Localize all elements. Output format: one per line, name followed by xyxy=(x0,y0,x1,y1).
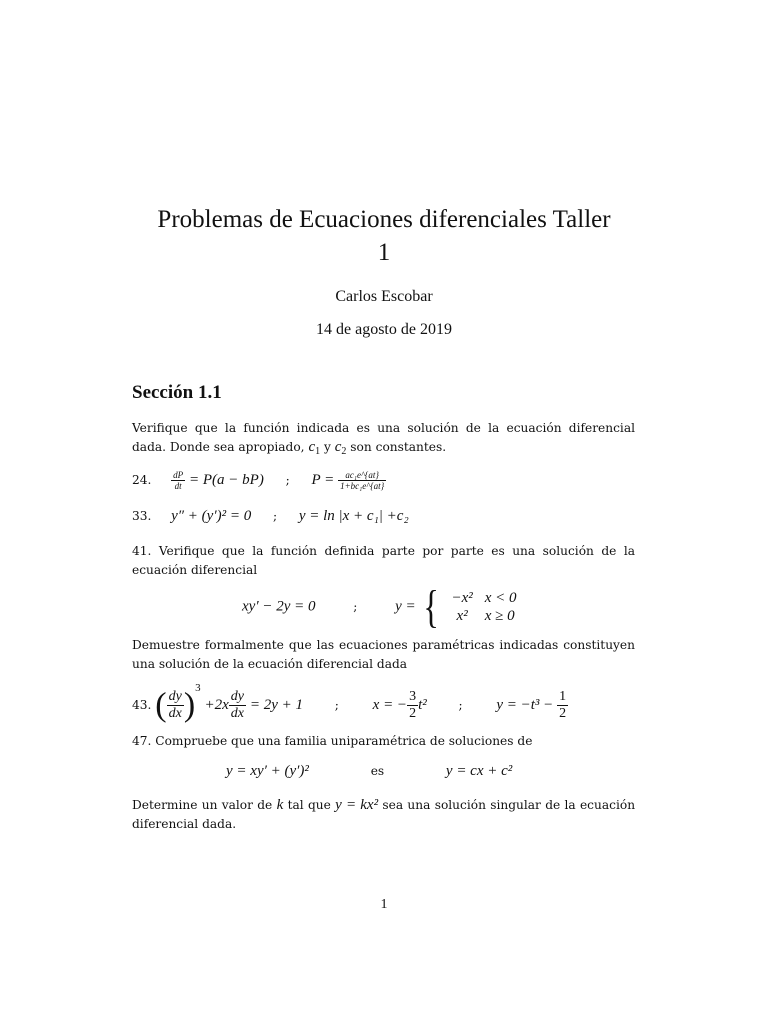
problem-41-ode: xy′ − 2y = 0 xyxy=(242,598,316,615)
problem-24-separator: ; xyxy=(285,473,290,487)
problem-33-separator: ; xyxy=(272,509,278,523)
problem-47-es: es xyxy=(370,764,385,778)
final-text-c: sea una solución singular de la ecuación diferencial dada. xyxy=(132,798,636,831)
intro-y: y xyxy=(323,440,331,454)
final-paragraph xyxy=(132,796,635,834)
title-line-2: 1 xyxy=(377,239,391,266)
intro-paragraph xyxy=(132,419,635,461)
three-halves-fraction: $\frac{3}{2}$ xyxy=(409,689,417,721)
problem-41-equation xyxy=(242,581,523,632)
final-text-a: Determine un valor de xyxy=(132,798,273,812)
piecewise-cases xyxy=(445,589,522,625)
page-number: 1 xyxy=(380,897,388,912)
one-half-fraction: $\frac{1}{2}$ xyxy=(559,689,567,721)
case-1-condition: x < 0 xyxy=(484,590,517,606)
case-2-condition: x ≥ 0 xyxy=(484,608,515,624)
problem-43-number: 43. xyxy=(132,698,152,712)
final-expr: y = kx² xyxy=(335,797,379,813)
cube-exponent: 3 xyxy=(195,682,201,694)
problem-33-number: 33. xyxy=(132,509,152,523)
problem-43-x: x = − xyxy=(372,697,408,713)
c2-symbol: $c_2$ xyxy=(334,439,347,457)
problem-43-y: y = −t³ − xyxy=(496,697,554,713)
author: Carlos Escobar xyxy=(335,288,433,305)
intro-text-b: son constantes. xyxy=(350,440,447,454)
right-paren: ) xyxy=(183,686,196,724)
problem-43 xyxy=(132,682,568,725)
problem-43-separator-2: ; xyxy=(458,698,463,712)
problem-47-eq2: y = cx + c² xyxy=(445,763,513,779)
dydx-fraction: $\frac{dy}{dx}$ xyxy=(168,689,182,721)
left-paren: ( xyxy=(155,686,167,724)
dydx-fraction-2: $\frac{dy}{dx}$ xyxy=(230,689,245,721)
problem-24-equation: = P(a − bP) xyxy=(189,472,264,488)
section-heading: Sección 1.1 xyxy=(132,382,222,403)
problem-33-rhs: y = ln |x + c₁| +c₂ xyxy=(298,508,409,524)
c1-symbol: $c_1$ xyxy=(308,439,321,457)
problem-41-separator: ; xyxy=(353,599,358,614)
t-squared: t² xyxy=(418,697,427,713)
problem-24-solution-fraction: $\frac{\text{ac₁e\textasciicircum{}\{at\}}}{\text{1+bc₁e\textasciicircum{}\{at\}}}$ xyxy=(340,470,385,491)
problem-47-equation xyxy=(226,763,512,780)
case-2-value: x² xyxy=(456,608,468,624)
dPdt-fraction: $\frac{dP}{dt}$ xyxy=(173,470,184,491)
problem-33-lhs: y″ + (y′)² = 0 xyxy=(171,508,252,524)
problem-47-eq1: y = xy′ + (y′)² xyxy=(226,763,309,779)
case-1-value: −x² xyxy=(451,590,473,606)
title-line-1: Problemas de Ecuaciones diferenciales Taller xyxy=(157,206,611,233)
problem-47-text: 47. Compruebe que una familia uniparamétrica de soluciones de xyxy=(132,734,533,748)
parametric-paragraph: Demuestre formalmente que las ecuaciones paramétricas indicadas constituyen una solución de la ecuación diferencial dada xyxy=(132,638,635,671)
problem-24 xyxy=(132,470,386,491)
date: 14 de agosto de 2019 xyxy=(316,321,452,338)
problem-43-separator-1: ; xyxy=(334,698,339,712)
final-text-b: tal que xyxy=(287,798,331,812)
problem-24-P: P = xyxy=(311,472,335,488)
problem-24-number: 24. xyxy=(132,473,152,487)
problem-33 xyxy=(132,508,409,525)
problem-43-rhs: = 2y + 1 xyxy=(249,697,304,713)
intro-text-a: Verifique que la función indicada es una solución de la ecuación diferencial dada. Donde sea apropiado, xyxy=(132,421,635,454)
document-title xyxy=(120,203,648,269)
problem-43-mid: +2x xyxy=(204,697,229,713)
problem-41-y: y = xyxy=(395,598,416,615)
problem-41-text: 41. Verifique que la función definida parte por parte es una solución de la ecuación diferencial xyxy=(132,544,635,577)
left-brace: { xyxy=(422,581,439,632)
k-symbol: k xyxy=(276,797,284,813)
